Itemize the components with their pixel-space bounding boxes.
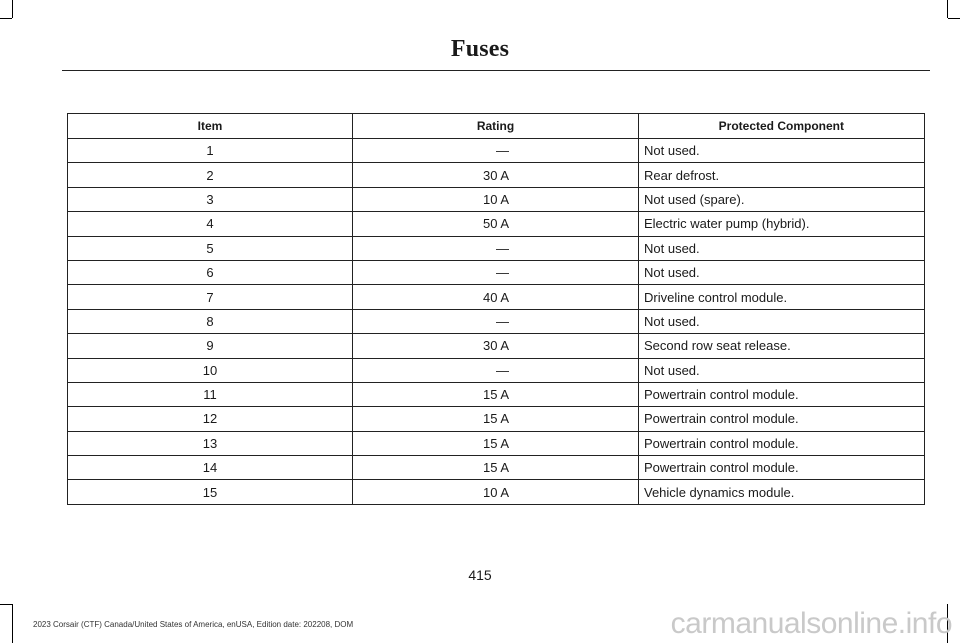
table-header-row bbox=[68, 114, 925, 139]
cell-rating: — bbox=[353, 236, 639, 260]
cell-item: 8 bbox=[68, 309, 353, 333]
cell-protected-component: Not used. bbox=[639, 358, 925, 382]
table-row bbox=[68, 309, 925, 333]
cell-protected-component: Second row seat release. bbox=[639, 334, 925, 358]
cell-item: 11 bbox=[68, 382, 353, 406]
cell-rating: 10 A bbox=[353, 187, 639, 211]
cell-item: 5 bbox=[68, 236, 353, 260]
table-row bbox=[68, 431, 925, 455]
crop-mark bbox=[0, 604, 12, 605]
crop-mark bbox=[0, 18, 12, 19]
cell-item: 10 bbox=[68, 358, 353, 382]
cell-rating: 15 A bbox=[353, 407, 639, 431]
column-header-rating: Rating bbox=[353, 114, 639, 139]
column-header-item: Item bbox=[68, 114, 353, 139]
cell-item: 14 bbox=[68, 456, 353, 480]
cell-protected-component: Not used. bbox=[639, 139, 925, 163]
cell-protected-component: Not used (spare). bbox=[639, 187, 925, 211]
cell-rating: 15 A bbox=[353, 382, 639, 406]
watermark-logo: carmanualsonline.info bbox=[670, 607, 952, 640]
cell-item: 3 bbox=[68, 187, 353, 211]
crop-mark bbox=[948, 18, 960, 19]
table-row bbox=[68, 407, 925, 431]
cell-protected-component: Not used. bbox=[639, 260, 925, 284]
cell-protected-component: Not used. bbox=[639, 309, 925, 333]
cell-protected-component: Powertrain control module. bbox=[639, 431, 925, 455]
edition-note: 2023 Corsair (CTF) Canada/United States of America, enUSA, Edition date: 202208, DOM bbox=[33, 620, 354, 629]
table-row bbox=[68, 187, 925, 211]
cell-protected-component: Powertrain control module. bbox=[639, 382, 925, 406]
cell-rating: 15 A bbox=[353, 456, 639, 480]
table-row bbox=[68, 358, 925, 382]
crop-mark bbox=[12, 604, 13, 643]
crop-mark bbox=[12, 0, 13, 18]
page-number: 415 bbox=[468, 567, 492, 583]
cell-protected-component: Rear defrost. bbox=[639, 163, 925, 187]
cell-protected-component: Powertrain control module. bbox=[639, 407, 925, 431]
table-row bbox=[68, 456, 925, 480]
column-header-protected-component: Protected Component bbox=[639, 114, 925, 139]
cell-item: 4 bbox=[68, 212, 353, 236]
table-row bbox=[68, 382, 925, 406]
cell-item: 1 bbox=[68, 139, 353, 163]
cell-rating: 40 A bbox=[353, 285, 639, 309]
table-row bbox=[68, 285, 925, 309]
table-row bbox=[68, 236, 925, 260]
cell-rating: 30 A bbox=[353, 163, 639, 187]
cell-protected-component: Driveline control module. bbox=[639, 285, 925, 309]
cell-rating: 50 A bbox=[353, 212, 639, 236]
table-row bbox=[68, 260, 925, 284]
table-row bbox=[68, 163, 925, 187]
cell-item: 12 bbox=[68, 407, 353, 431]
table-row bbox=[68, 212, 925, 236]
cell-item: 9 bbox=[68, 334, 353, 358]
table-row bbox=[68, 334, 925, 358]
cell-item: 7 bbox=[68, 285, 353, 309]
cell-rating: — bbox=[353, 260, 639, 284]
cell-item: 13 bbox=[68, 431, 353, 455]
cell-item: 2 bbox=[68, 163, 353, 187]
cell-protected-component: Electric water pump (hybrid). bbox=[639, 212, 925, 236]
fuse-table bbox=[67, 113, 925, 505]
cell-rating: — bbox=[353, 139, 639, 163]
cell-rating: — bbox=[353, 358, 639, 382]
cell-protected-component: Powertrain control module. bbox=[639, 456, 925, 480]
cell-protected-component: Vehicle dynamics module. bbox=[639, 480, 925, 504]
crop-mark bbox=[947, 0, 948, 18]
cell-item: 6 bbox=[68, 260, 353, 284]
cell-rating: 15 A bbox=[353, 431, 639, 455]
cell-rating: 10 A bbox=[353, 480, 639, 504]
cell-protected-component: Not used. bbox=[639, 236, 925, 260]
cell-item: 15 bbox=[68, 480, 353, 504]
page-title: Fuses bbox=[450, 36, 510, 62]
table-row bbox=[68, 139, 925, 163]
cell-rating: 30 A bbox=[353, 334, 639, 358]
title-divider bbox=[62, 70, 930, 71]
cell-rating: — bbox=[353, 309, 639, 333]
table-row bbox=[68, 480, 925, 504]
